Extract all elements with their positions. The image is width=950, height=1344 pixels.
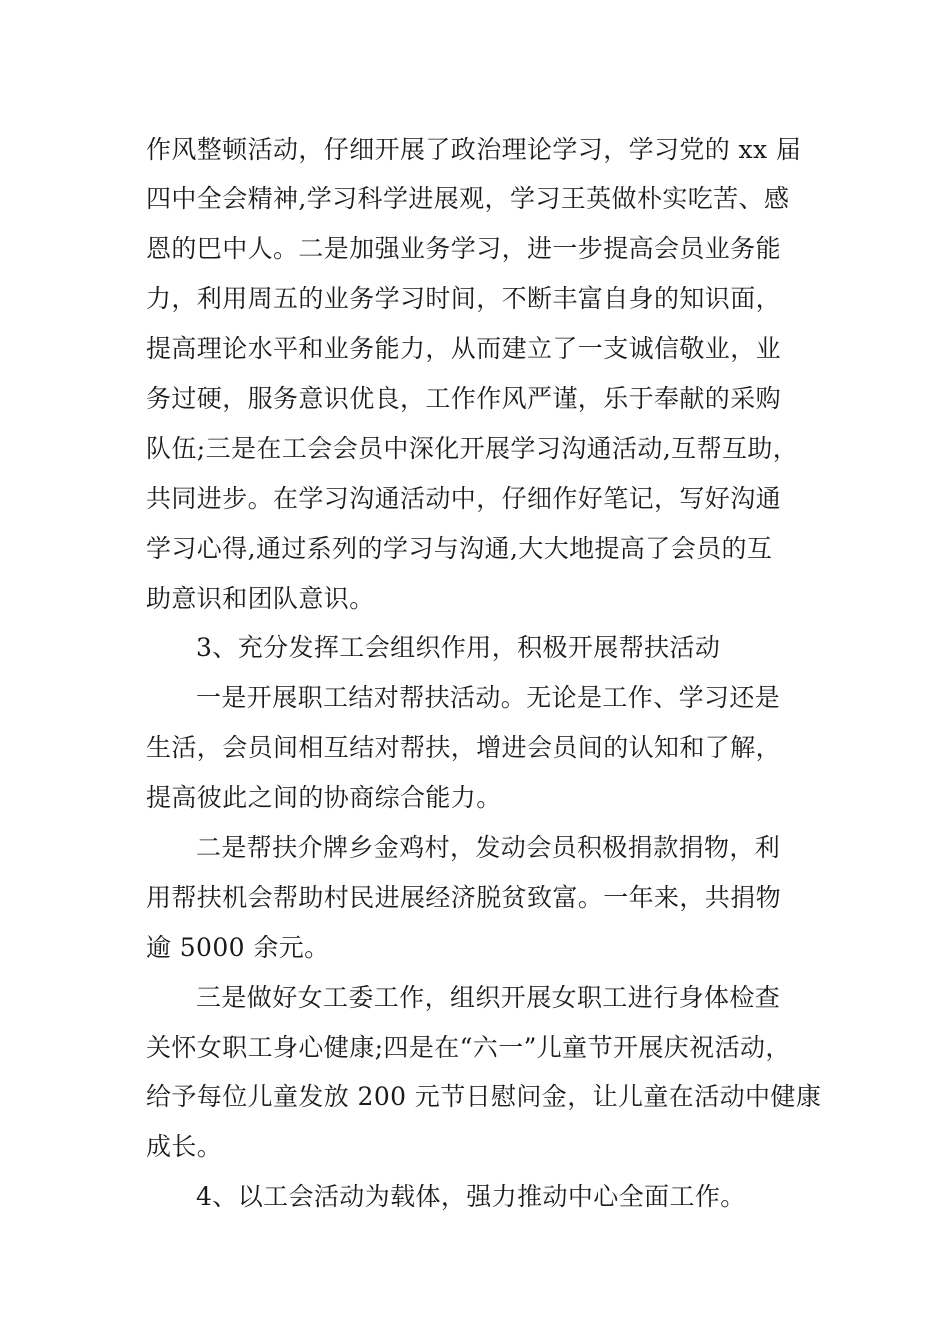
paragraph-line: 共同进步。在学习沟通活动中，仔细作好笔记，写好沟通 bbox=[146, 484, 782, 513]
paragraph-line: 一是开展职工结对帮扶活动。无论是工作、学习还是 bbox=[196, 683, 781, 712]
paragraph-line: 二是帮扶介牌乡金鸡村，发动会员积极捐款捐物，利 bbox=[196, 833, 781, 862]
paragraph-line: 助意识和团队意识。 bbox=[146, 584, 375, 613]
paragraph-line: 提高理论水平和业务能力，从而建立了一支诚信敬业，业 bbox=[146, 334, 782, 363]
paragraph-line: 成长。 bbox=[146, 1132, 223, 1161]
paragraph-line: 恩的巴中人。二是加强业务学习，进一步提高会员业务能 bbox=[146, 234, 782, 263]
section-heading: 3、充分发挥工会组织作用，积极开展帮扶活动 bbox=[196, 633, 721, 662]
paragraph-line: 力，利用周五的业务学习时间，不断丰富自身的知识面， bbox=[146, 284, 782, 313]
paragraph-line: 用帮扶机会帮助村民进展经济脱贫致富。一年来，共捐物 bbox=[146, 883, 782, 912]
paragraph-line: 提高彼此之间的协商综合能力。 bbox=[146, 783, 502, 812]
paragraph-line: 逾 5000 余元。 bbox=[146, 933, 330, 962]
paragraph-line: 学习心得,通过系列的学习与沟通,大大地提高了会员的互 bbox=[146, 534, 773, 563]
paragraph-line: 务过硬，服务意识优良，工作作风严谨，乐于奉献的采购 bbox=[146, 384, 782, 413]
paragraph-line: 生活，会员间相互结对帮扶，增进会员间的认知和了解， bbox=[146, 733, 782, 762]
paragraph-line: 关怀女职工身心健康;四是在“六一”儿童节开展庆祝活动， bbox=[146, 1033, 791, 1062]
paragraph-line: 队伍;三是在工会会员中深化开展学习沟通活动,互帮互助， bbox=[146, 434, 799, 463]
paragraph-line: 给予每位儿童发放 200 元节日慰问金，让儿童在活动中健康 bbox=[146, 1082, 822, 1111]
paragraph-line: 三是做好女工委工作，组织开展女职工进行身体检查 bbox=[196, 983, 781, 1012]
paragraph-line: 四中全会精神,学习科学进展观，学习王英做朴实吃苦、感 bbox=[146, 184, 790, 213]
section-heading: 4、以工会活动为载体，强力推动中心全面工作。 bbox=[196, 1182, 746, 1211]
paragraph-line: 作风整顿活动，仔细开展了政治理论学习，学习党的 xx 届 bbox=[146, 135, 802, 164]
